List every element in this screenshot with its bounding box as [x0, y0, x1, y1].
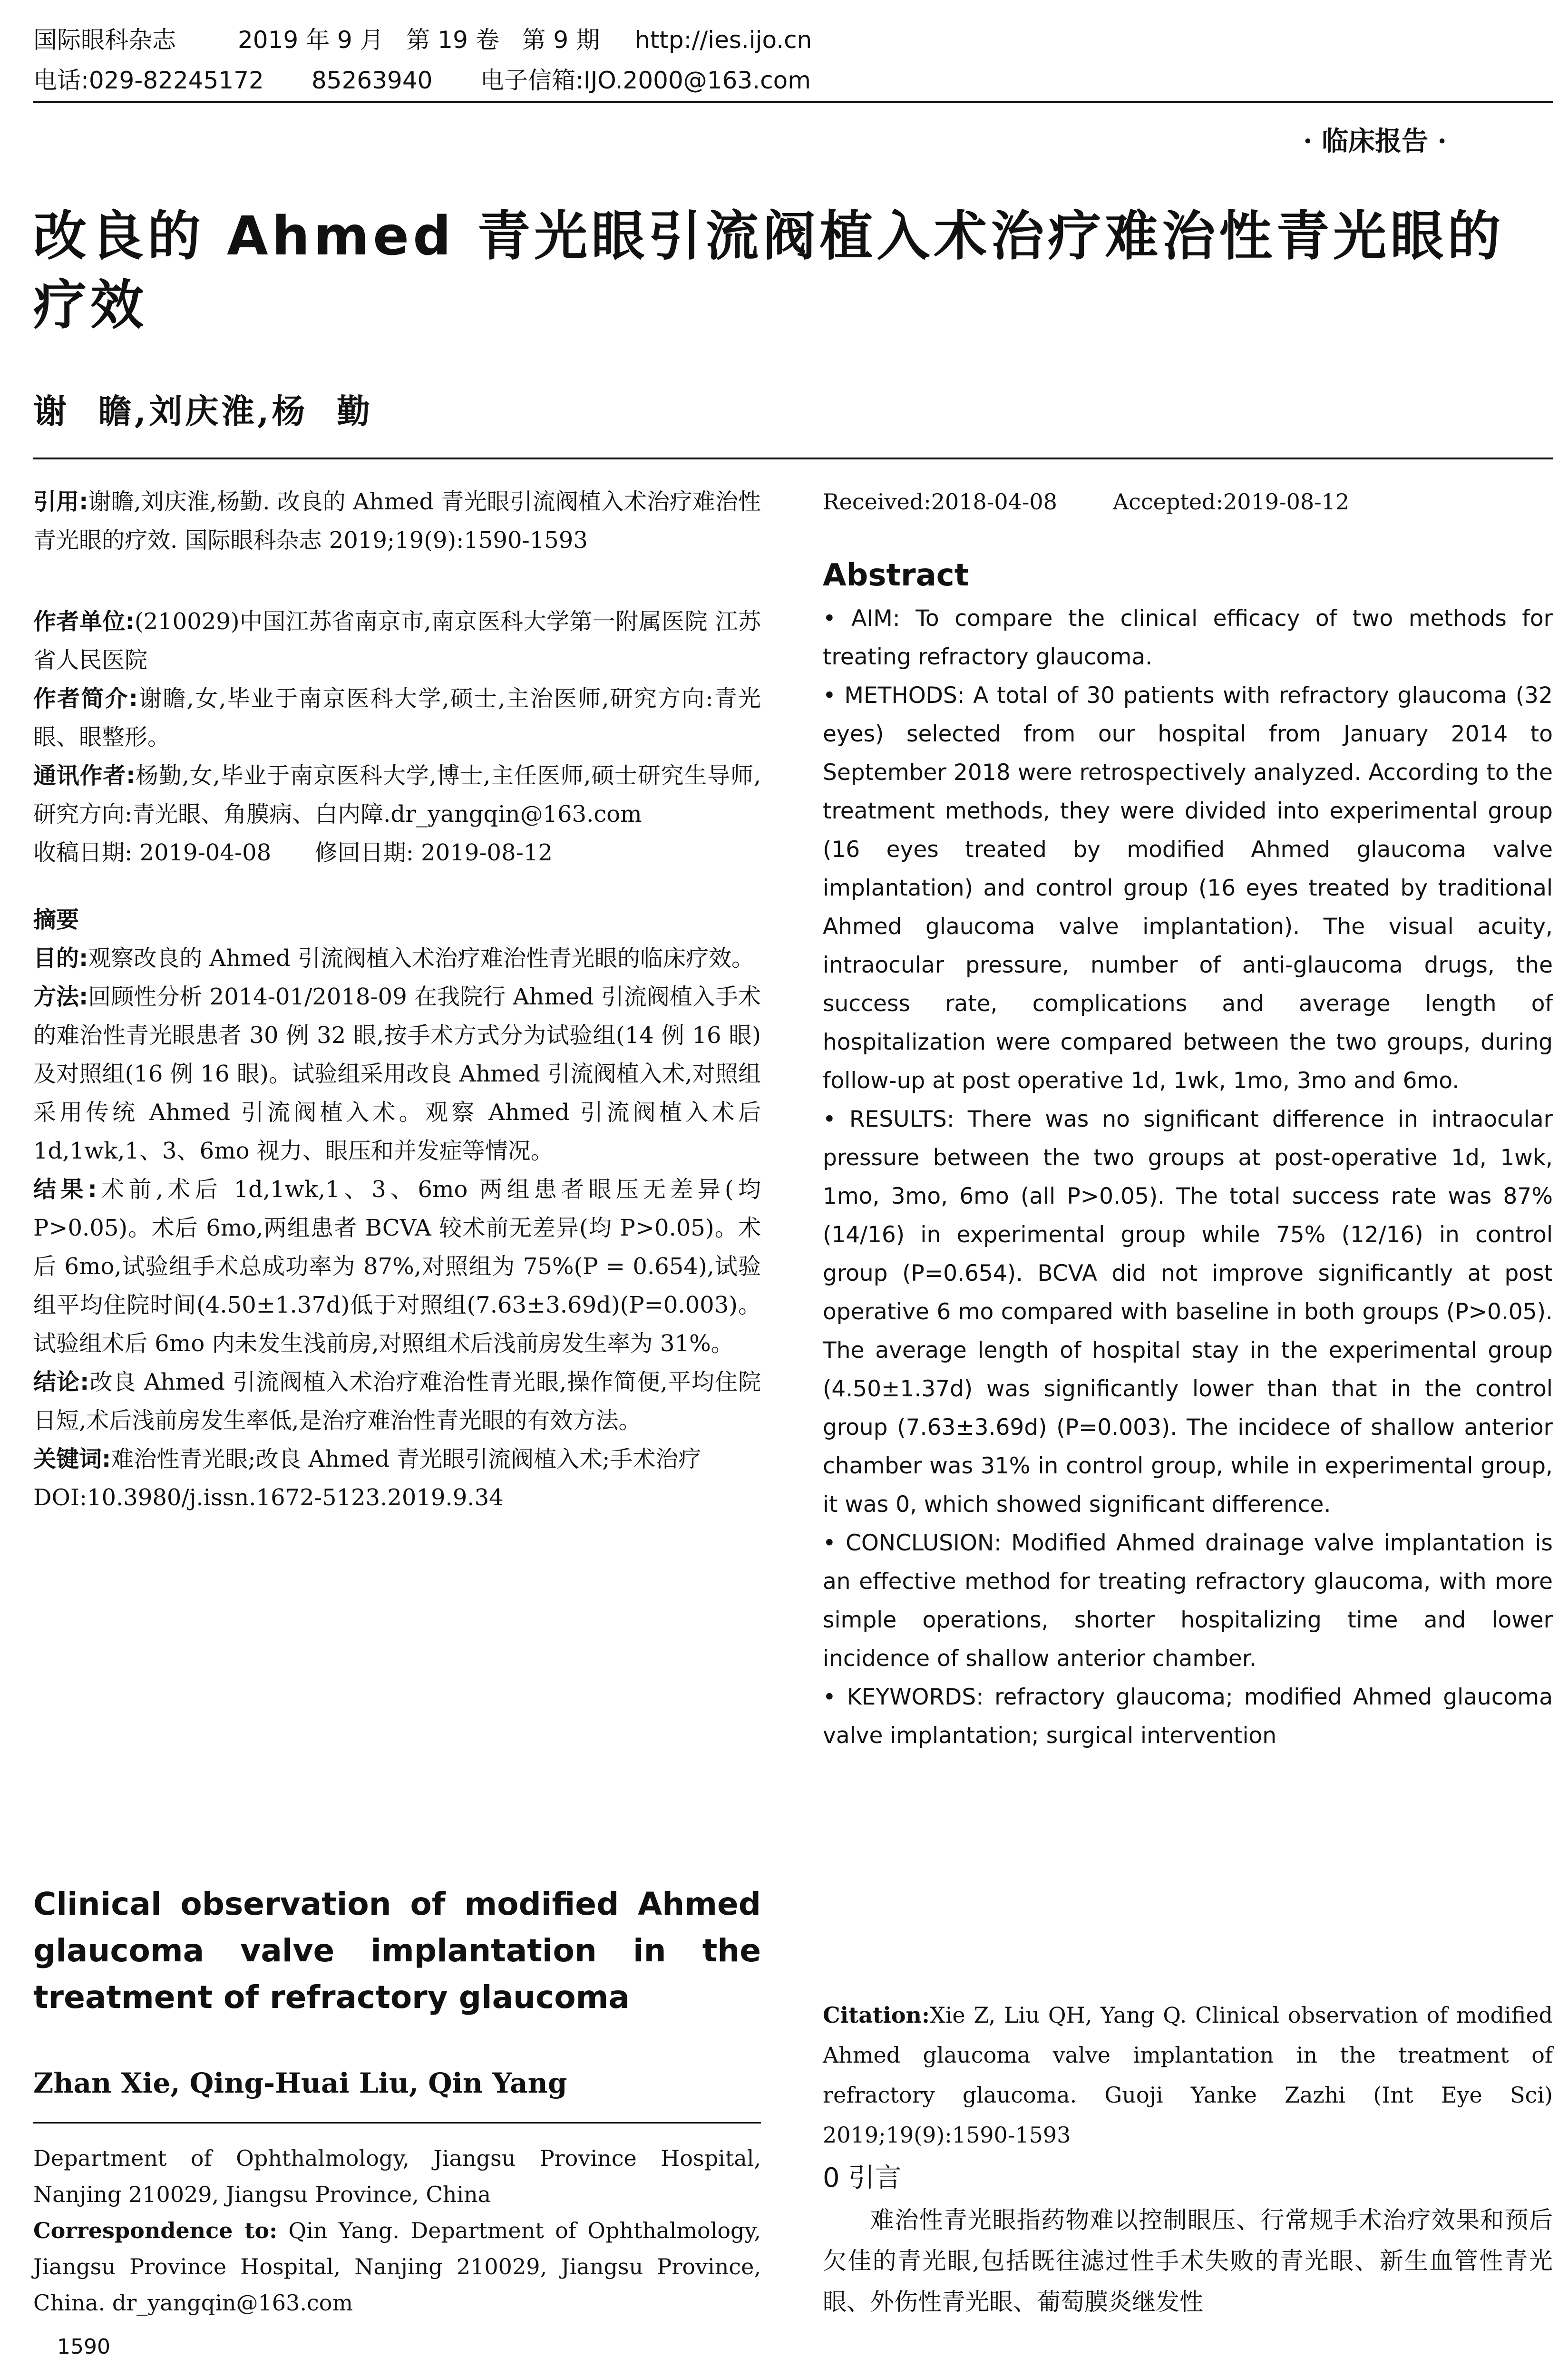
page-number: 1590	[57, 2335, 110, 2359]
conclusion-en: • CONCLUSION: Modified Ahmed drainage valve implantation is an effective method for treating refractory glaucoma, with more simple operations, shorter hospitalizing time and lower incidence of shallow anterior chamber.	[823, 1530, 1553, 1672]
authors-en: Zhan Xie, Qing-Huai Liu, Qin Yang	[33, 2067, 567, 2099]
email-info: 电子信箱:IJO.2000@163.com	[480, 67, 811, 94]
results-en: • RESULTS: There was no significant difference in intraocular pressure between the two groups at post-operative 1d, 1wk, 1mo, 3mo, 6mo (all P>0.05). The total success rate was 87% (14/16) in experimental group while 75% (12/16) in control group (P=0.654). BCVA did not improve significantly at post operative 6 mo compared with baseline in both groups (P>0.05). The average length of hospital stay in the experimental group (4.50±1.37d) was significantly lower than that in the control group (7.63±3.69d) (P=0.003). The incidece of shallow anterior chamber was 31% in control group, while in experimental group, it was 0, which showed significant difference.	[823, 1106, 1553, 1518]
journal-name: 国际眼科杂志	[33, 26, 176, 54]
left-column	[33, 483, 761, 1517]
journal-url[interactable]: http://ies.ijo.cn	[635, 26, 812, 54]
intro-paragraph: 难治性青光眼指药物难以控制眼压、行常规手术治疗效果和预后欠佳的青光眼,包括既往滤过性手术失败的青光眼、新生血管性青光眼、外伤性青光眼、葡萄膜炎继发性	[823, 2206, 1553, 2316]
methods-cn: 方法:回顾性分析 2014-01/2018-09 在我院行 Ahmed 引流阀植入手术的难治性青光眼患者 30 例 32 眼,按手术方式分为试验组(14 例 16 眼)及对照组(16 例 16 眼)。试验组采用改良 Ahmed 引流阀植入术,对照组采用传统 Ahmed 引流阀植入术。观察 Ahmed 引流阀植入术后 1d,1wk,1、3、6mo 视力、眼压和并发症等情况。	[33, 984, 761, 1164]
affiliation: 作者单位:(210029)中国江苏省南京市,南京医科大学第一附属医院 江苏省人民医院	[33, 608, 761, 673]
phone-info: 电话:029-82245172	[33, 67, 264, 94]
intro-heading: 0 引言	[823, 2163, 902, 2193]
conclusion-cn: 结论:改良 Ahmed 引流阀植入术治疗难治性青光眼,操作简便,平均住院日短,术后浅前房发生率低,是治疗难治性青光眼的有效方法。	[33, 1369, 761, 1434]
article-title-en: Clinical observation of modified Ahmed glaucoma valve implantation in the treatment of refractory glaucoma	[33, 1886, 761, 2016]
authors-rule	[33, 2122, 761, 2124]
header-rule	[33, 101, 1553, 103]
corresponding-author: 通讯作者:杨勤,女,毕业于南京医科大学,博士,主任医师,硕士研究生导师,研究方向:青光眼、角膜病、白内障.dr_yangqin@163.com	[33, 762, 761, 828]
keywords-en: • KEYWORDS: refractory glaucoma; modified Ahmed glaucoma valve implantation; surgical intervention	[823, 1684, 1553, 1749]
dates-en: Received:2018-04-08 Accepted:2019-08-12	[823, 489, 1350, 515]
keywords-cn: 关键词:难治性青光眼;改良 Ahmed 青光眼引流阀植入术;手术治疗	[33, 1446, 701, 1472]
affiliation-en-block	[33, 2140, 761, 2321]
dates-cn: 收稿日期: 2019-04-08 修回日期: 2019-08-12	[33, 839, 553, 866]
title-rule	[33, 458, 1553, 459]
abstract-heading-cn: 摘要	[33, 906, 79, 933]
abstract-heading-en: Abstract	[823, 558, 969, 593]
abstract-en	[823, 552, 1553, 1755]
results-cn: 结果:术前,术后 1d,1wk,1、3、6mo 两组患者眼压无差异(均 P>0.05)。术后 6mo,两组患者 BCVA 较术前无差异(均 P>0.05)。术后 6mo,试验组手术总成功率为 87%,对照组为 75%(P = 0.654),试验组平均住院时间(4.50±1.37d)低于对照组(7.63±3.69d)(P=0.003)。试验组术后 6mo 内未发生浅前房,对照组术后浅前房发生率为 31%。	[33, 1176, 761, 1357]
section-tag: · 临床报告 ·	[1303, 126, 1447, 157]
citation-cn: 引用:谢瞻,刘庆淮,杨勤. 改良的 Ahmed 青光眼引流阀植入术治疗难治性青光眼的疗效. 国际眼科杂志 2019;19(9):1590-1593	[33, 488, 761, 554]
doi[interactable]: DOI:10.3980/j.issn.1672-5123.2019.9.34	[33, 1484, 504, 1511]
methods-en: • METHODS: A total of 30 patients with refractory glaucoma (32 eyes) selected from our hospital from January 2014 to September 2018 were retrospectively analyzed. According to the treatment methods, they were divided into experimental group (16 eyes treated by modified Ahmed glaucoma valve implantation) and control group (16 eyes treated by traditional Ahmed glaucoma valve implantation). The visual acuity, intraocular pressure, number of anti-glaucoma drugs, the success rate, complications and average length of hospitalization were compared between the two groups, during follow-up at post operative 1d, 1wk, 1mo, 3mo and 6mo.	[823, 682, 1553, 1094]
aim-en: • AIM: To compare the clinical efficacy of two methods for treating refractory glaucoma.	[823, 605, 1553, 670]
correspondence-en: Correspondence to: Qin Yang. Department of Ophthalmology, Jiangsu Province Hospital, Nanjing 210029, Jiangsu Province, China. dr_yangqin@163.com	[33, 2218, 761, 2316]
phone-alt: 85263940	[312, 67, 433, 94]
department-en: Department of Ophthalmology, Jiangsu Province Hospital, Nanjing 210029, Jiangsu Province, China	[33, 2145, 761, 2207]
author-bio: 作者简介:谢瞻,女,毕业于南京医科大学,硕士,主治医师,研究方向:青光眼、眼整形。	[33, 685, 761, 750]
citation-en: Citation:Xie Z, Liu QH, Yang Q. Clinical observation of modified Ahmed glaucoma valve implantation in the treatment of refractory glaucoma. Guoji Yanke Zazhi (Int Eye Sci) 2019;19(9):1590-1593	[823, 2002, 1553, 2148]
article-title: 改良的 Ahmed 青光眼引流阀植入术治疗难治性青光眼的疗效	[33, 205, 1505, 336]
authors-cn: 谢 瞻,刘庆淮,杨 勤	[33, 391, 373, 431]
aim-cn: 目的:观察改良的 Ahmed 引流阀植入术治疗难治性青光眼的临床疗效。	[33, 945, 754, 972]
issue-info: 2019 年 9 月 第 19 卷 第 9 期	[238, 26, 600, 54]
